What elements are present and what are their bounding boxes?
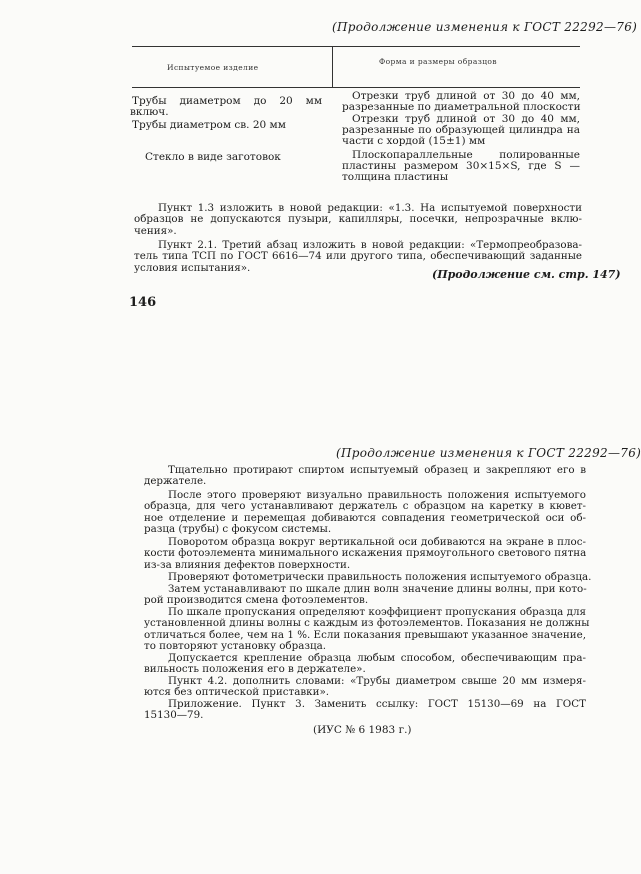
paragraph: По шкале пропускания определяют коэффициент пропускания образца для установленной длины волны с каждым из фотоэлементов. Показания не должны отличаться более, чем на 1 %. Если показания превышают указанное значение, то повторяют установку образца. <box>144 606 590 653</box>
column-header-product: Испытуемое изделие <box>167 63 259 72</box>
table-top-rule <box>132 46 580 47</box>
running-header-bottom: (Продолжение изменения к ГОСТ 22292—76) <box>336 446 641 460</box>
paragraph: Пункт 1.3 изложить в новой редакции: «1.3. На испытуемой поверхности образцов не допускаются пузыри, капилляры, посечки, непрозрачные вклю- чения». <box>134 202 582 237</box>
table-cell-sample: Отрезки труб длиной от 30 до 40 мм, разрезанные по диаметральной плоскости <box>342 90 581 113</box>
table-cell-product: Трубы диаметром до 20 мм включ. <box>130 95 322 118</box>
continued-note: (Продолжение см. стр. 147) <box>432 268 621 281</box>
table-cell-sample: Отрезки труб длиной от 30 до 40 мм, разрезанные по образующей цилиндра на части с хордой (15±1) мм <box>342 113 580 147</box>
publication-reference: (ИУС № 6 1983 г.) <box>313 724 412 736</box>
table-cell-product: Трубы диаметром св. 20 мм <box>132 119 286 131</box>
paragraph: Приложение. Пункт 3. Заменить ссылку: ГОСТ 15130—69 на ГОСТ 15130—79. <box>144 698 586 722</box>
table-cell-sample: Плоскопараллельные полированные пластины размером 30×15×S, где S — толщина пластины <box>342 149 580 183</box>
paragraph: Проверяют фотометрически правильность положения испытуемого образца. <box>168 571 592 583</box>
paragraph: После этого проверяют визуально правильность положения испытуемого образца, для чего устанавливают держатель с образцом на каретку в кювет- ное отделение и перемещая добиваются совпадения геометрической оси об- разца (трубы) с фокусом системы. <box>144 489 586 536</box>
table-cell-product: Стекло в виде заготовок <box>145 151 281 163</box>
paragraph: Тщательно протирают спиртом испытуемый образец и закрепляют его в держателе. <box>144 464 586 488</box>
table-header-rule <box>132 87 580 88</box>
paragraph: Пункт 2.1. Третий абзац изложить в новой редакции: «Термопреобразова- тель типа ТСП по ГОСТ 6616—74 или другого типа, обеспечивающий заданные условия испытания». <box>134 239 582 274</box>
table-column-divider <box>332 46 333 88</box>
column-header-sample-shape: Форма и размеры образцов <box>379 57 497 66</box>
running-header-top: (Продолжение изменения к ГОСТ 22292—76) <box>332 20 638 34</box>
page-number: 146 <box>129 295 157 310</box>
paragraph: Допускается крепление образца любым способом, обеспечивающим пра- вильность положения его в держателе». <box>144 652 586 676</box>
paragraph: Поворотом образца вокруг вертикальной оси добиваются на экране в плос- кости фотоэлемента минимального искажения прямоугольного светового пятна из-за влияния дефектов поверхности. <box>144 536 587 571</box>
paragraph: Затем устанавливают по шкале длин волн значение длины волны, при кото- рой производится смена фотоэлементов. <box>144 583 587 607</box>
paragraph: Пункт 4.2. дополнить словами: «Трубы диаметром свыше 20 мм измеря- ются без оптической приставки». <box>144 675 586 699</box>
